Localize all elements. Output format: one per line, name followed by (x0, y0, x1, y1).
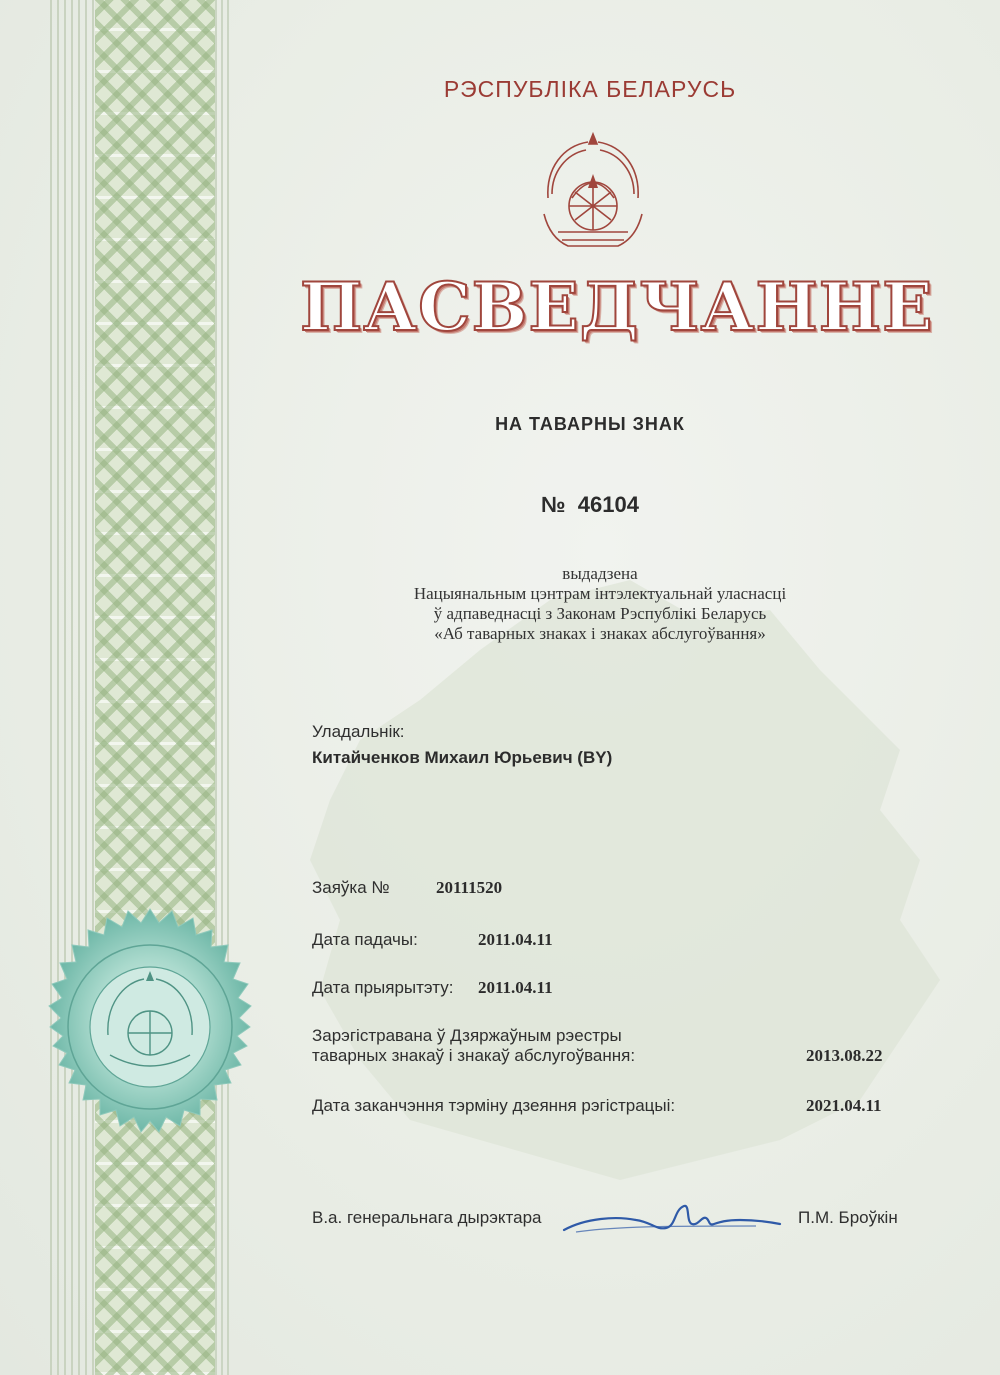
border-ornament-pattern (95, 0, 215, 1375)
priority-date-label: Дата прыярытэту: (312, 978, 454, 997)
issued-line-1: выдадзена (562, 564, 638, 583)
owner-label: Уладальнік: (312, 722, 405, 741)
registered-date-value: 2013.08.22 (806, 1046, 883, 1065)
ornamental-border (50, 0, 230, 1375)
border-stripes-right (215, 0, 230, 1375)
issued-line-2: Нацыянальным цэнтрам інтэлектуальнай уласнасці (413, 584, 787, 603)
expiry-date-value: 2021.04.11 (806, 1096, 882, 1115)
application-value: 20111520 (436, 878, 503, 897)
filing-date-label: Дата падачы: (312, 930, 418, 949)
owner-name: Китайченков Михаил Юрьевич (BY) (312, 748, 613, 767)
document-subtitle: НА ТАВАРНЫ ЗНАК (495, 414, 685, 434)
expiry-label: Дата заканчэння тэрміну дзеяння рэгістрацыі: (312, 1096, 676, 1115)
signatory-name: П.М. Броўкін (798, 1208, 898, 1227)
filing-date-value: 2011.04.11 (478, 930, 553, 949)
application-label: Заяўка № (312, 878, 390, 897)
document-title: ПАСВЕДЧАННЕ (300, 268, 934, 346)
certificate-number: № 46104 (541, 492, 639, 517)
issued-line-4: «Аб таварных знаках і знаках абслугоўвання» (434, 624, 766, 643)
registered-label-line-2: таварных знакаў і знакаў абслугоўвання: (312, 1046, 636, 1065)
signatory-position: В.а. генеральнага дырэктара (312, 1208, 542, 1227)
priority-date-value: 2011.04.11 (478, 978, 553, 997)
border-stripes-left (50, 0, 95, 1375)
coat-of-arms-icon (528, 128, 658, 262)
hologram-seal-icon (28, 905, 273, 1150)
country-heading: РЭСПУБЛІКА БЕЛАРУСЬ (443, 76, 737, 102)
signature-image (556, 1196, 786, 1242)
registered-label-line-1: Зарэгістравана ў Дзяржаўным рэестры (312, 1026, 622, 1045)
issued-statement (360, 564, 840, 644)
issued-line-3: ў адпаведнасці з Законам Рэспублікі Беларусь (433, 604, 767, 623)
